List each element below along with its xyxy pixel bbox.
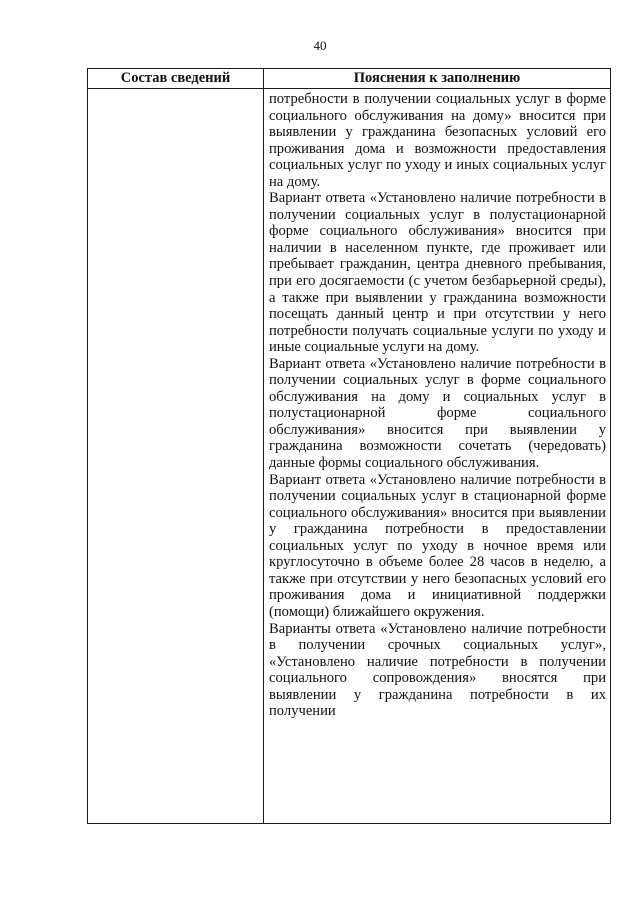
paragraph-stationary: Вариант ответа «Установлено наличие потребности в получении социальных услуг в стационарной форме социального обслуживания» вносится при выявлении у гражданина потребности в предоставлении социальных услуг по уходу в ночное время или круглосуточно в объеме более 28 часов в неделю, а также при отсутствии у него безопасных условий его проживания дома и инициативной поддержки (помощи) ближайшего окружения. (269, 471, 606, 620)
page-number: 40 (313, 38, 327, 53)
column-divider (263, 69, 264, 823)
paragraph-combined-forms: Вариант ответа «Установлено наличие потребности в получении социальных услуг в форме социального обслуживания на дому и социальных услуг в полустационарной форме социального обслуживания» вносится при выявлении у гражданина возможности сочетать (чередовать) данные формы социального обслуживания. (269, 355, 606, 472)
column-header-composition: Состав сведений (120, 70, 231, 86)
paragraph-urgent-and-support: Варианты ответа «Установлено наличие потребности в получении срочных социальных услуг», «Установлено наличие потребности в получении социального сопровождения» вносятся при выявлении у гражданина потребности в их получении (269, 620, 606, 720)
column-header-explanation: Пояснения к заполнению (353, 70, 521, 86)
paragraph-semi-stationary: Вариант ответа «Установлено наличие потребности в получении социальных услуг в полустационарной форме социального обслуживания» вносится при наличии в населенном пункте, где проживает или пребывает гражданин, центра дневного пребывания, при его досягаемости (с учетом безбарьерной среды), а также при выявлении у гражданина возможности посещать данный центр и при отсутствии у него потребности получать социальные услуги по уходу и иные социальные услуги на дому. (269, 190, 606, 356)
explanation-table (87, 68, 611, 824)
explanation-cell (269, 91, 606, 720)
table-header-row (88, 69, 610, 89)
paragraph-home-service: потребности в получении социальных услуг в форме социального обслуживания на дому» вносится при выявлении у гражданина безопасных условий его проживания дома и возможности предоставления социальных услуг по уходу и иных социальных услуг на дому. (269, 91, 606, 190)
